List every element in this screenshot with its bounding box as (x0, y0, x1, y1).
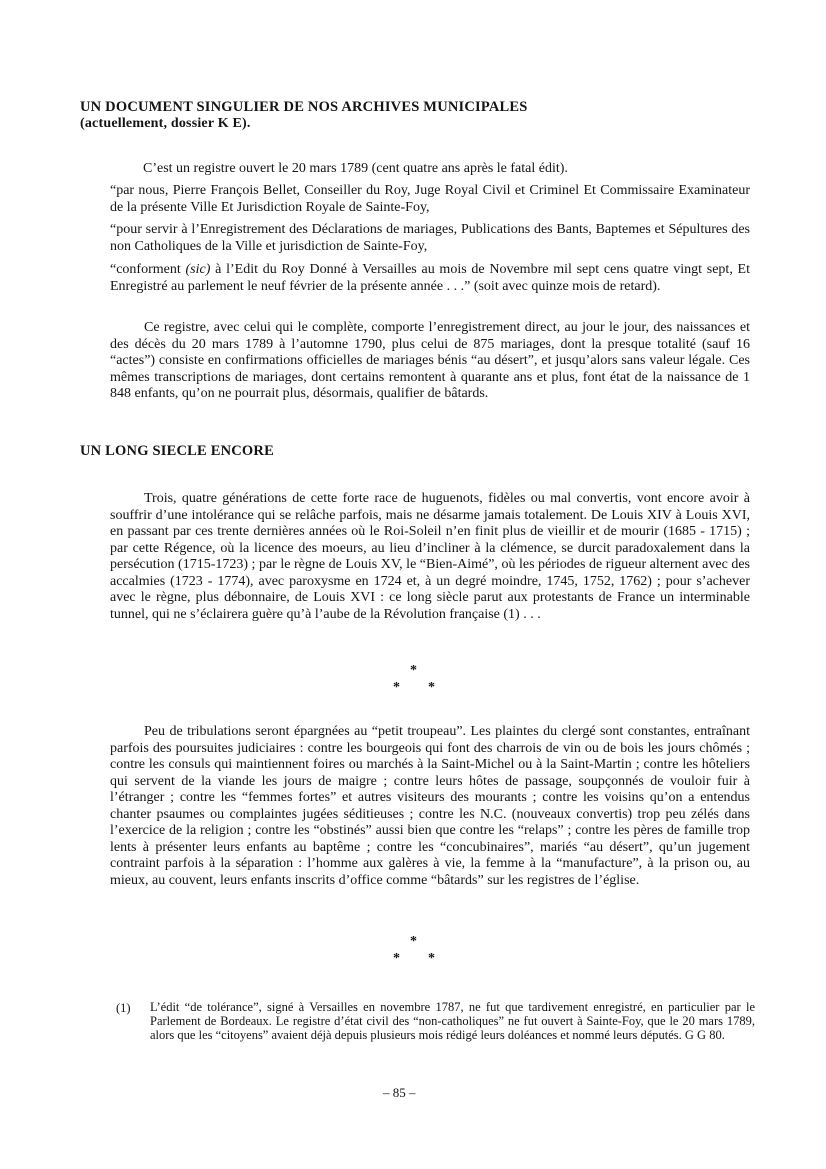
long-siecle-paragraph: Trois, quatre générations de cette forte race de huguenots, fidèles ou mal convertis, vont encore avoir à souffrir d’une intolérance qui se relâche parfois, mais ne désarme jamais totalement. De Louis XIV à Louis XVI, en passant par ces trente dernières années où le Roi-Soleil n’en finit plus de vieillir et de mourir (1685 - 1715) ; par cette Régence, où la licence des moeurs, au lieu d’incliner à la clémence, se durcit paradoxalement dans la persécution (1715-1723) ; par le règne de Louis XV, le “Bien-Aimé”, où les périodes de rigueur alternent avec des accalmies (1723 - 1774), avec paroxysme en 1724 et, à un degré moindre, 1745, 1752, 1762) ; pour s’achever avec le règne, plus débonnaire, de Louis XVI : ce long siècle parut aux protestants de France un interminable tunnel, qui ne s’éclairera guère qu’à l’aube de la Révolution française (1) . . . (110, 491, 750, 622)
asterisk: * (393, 951, 400, 966)
quote-line-2: “pour servir à l’Enregistrement des Déclarations de mariages, Publications des Bants, Baptemes et Sépultures des non Catholiques de la Ville et jurisdiction de Sainte-Foy, (110, 222, 750, 254)
quote-line-3-start: “conforment (110, 262, 186, 277)
asterisk: * (393, 680, 400, 695)
page-number: – 85 – (383, 1085, 416, 1100)
section-subtitle: (actuellement, dossier K E). (80, 116, 251, 131)
quote-line-3-end: à l’Edit du Roy Donné à Versailles au mois de Novembre mil sept cens quatre vingt sept, Et Enregistré au parlement le neuf février de la présente année . . .” (soit avec quinze mois de retard). (110, 262, 750, 294)
section-title-document-singulier: UN DOCUMENT SINGULIER DE NOS ARCHIVES MUNICIPALES (80, 99, 528, 115)
intro-sentence: C’est un registre ouvert le 20 mars 1789 (cent quatre ans après le fatal édit). (143, 161, 568, 176)
tribulations-paragraph: Peu de tribulations seront épargnées au “petit troupeau”. Les plaintes du clergé sont constantes, entraînant parfois des poursuites judiciaires : contre les bourgeois qui font des charrois de vin ou de bois les jours chômés ; contre les consuls qui maintiennent foires ou marchés à la Saint-Michel ou à la Saint-Martin ; contre les hôteliers qui servent de la viande les jours de maigre ; contre leurs hôtes de passage, soupçonnés de vouloir fuir à l’étranger ; contre les “femmes fortes” et autres visiteurs des mourants ; contre les voisins qu’on a entendus chanter psaumes ou complaintes jugées séditieuses ; contre les N.C. (nouveaux convertis) trop peu zélés dans l’exercice de la religion ; contre les “obstinés” aussi bien que contre les “relaps” ; contre les pères de famille trop lents à présenter leurs enfants au baptême ; contre les “concubinaires”, mariés “au désert”, qu’un jugement contraint parfois à la séparation : l’homme aux galères à vie, la femme à la “manufacture”, à la prison ou, au mieux, au couvent, leurs enfants inscrits d’office comme “bâtards” sur les registres de l’église. (110, 724, 750, 888)
asterisk: * (410, 934, 417, 949)
quote-line-1: “par nous, Pierre François Bellet, Conseiller du Roy, Juge Royal Civil et Criminel Et Commissaire Examinateur de la présente Ville Et Jurisdiction Royale de Sainte-Foy, (110, 183, 750, 215)
section-title-long-siecle: UN LONG SIECLE ENCORE (80, 443, 274, 459)
registre-paragraph: Ce registre, avec celui qui le complète, comporte l’enregistrement direct, au jour le jour, des naissances et des décès du 20 mars 1789 à l’automne 1790, plus celui de 875 mariages, dont la presque totalité (sauf 16 “actes”) consiste en confirmations officielles de mariages bénis “au désert”, et jusqu’alors sans valeur légale. Ces mêmes transcriptions de mariages, dont certains remontent à quarante ans et plus, font état de la naissance de 1 848 enfants, qu’on ne pourrait plus, désormais, qualifier de bâtards. (110, 320, 750, 401)
footnote-number: (1) (116, 1001, 131, 1015)
footnote-text: L’édit “de tolérance”, signé à Versailles en novembre 1787, ne fut que tardivement enregistré, en particulier par le Parlement de Bordeaux. Le registre d’état civil des “non-catholiques” ne fut ouvert à Sainte-Foy, que le 20 mars 1789, alors que les “citoyens” avaient déjà depuis plusieurs mois rédigé leurs doléances et nommé leurs députés. G G 80. (150, 1000, 755, 1043)
asterisk: * (428, 680, 435, 695)
asterisk: * (410, 663, 417, 678)
asterisk: * (428, 951, 435, 966)
sic-mark: (sic) (185, 262, 211, 277)
quote-line-3 (110, 262, 750, 295)
